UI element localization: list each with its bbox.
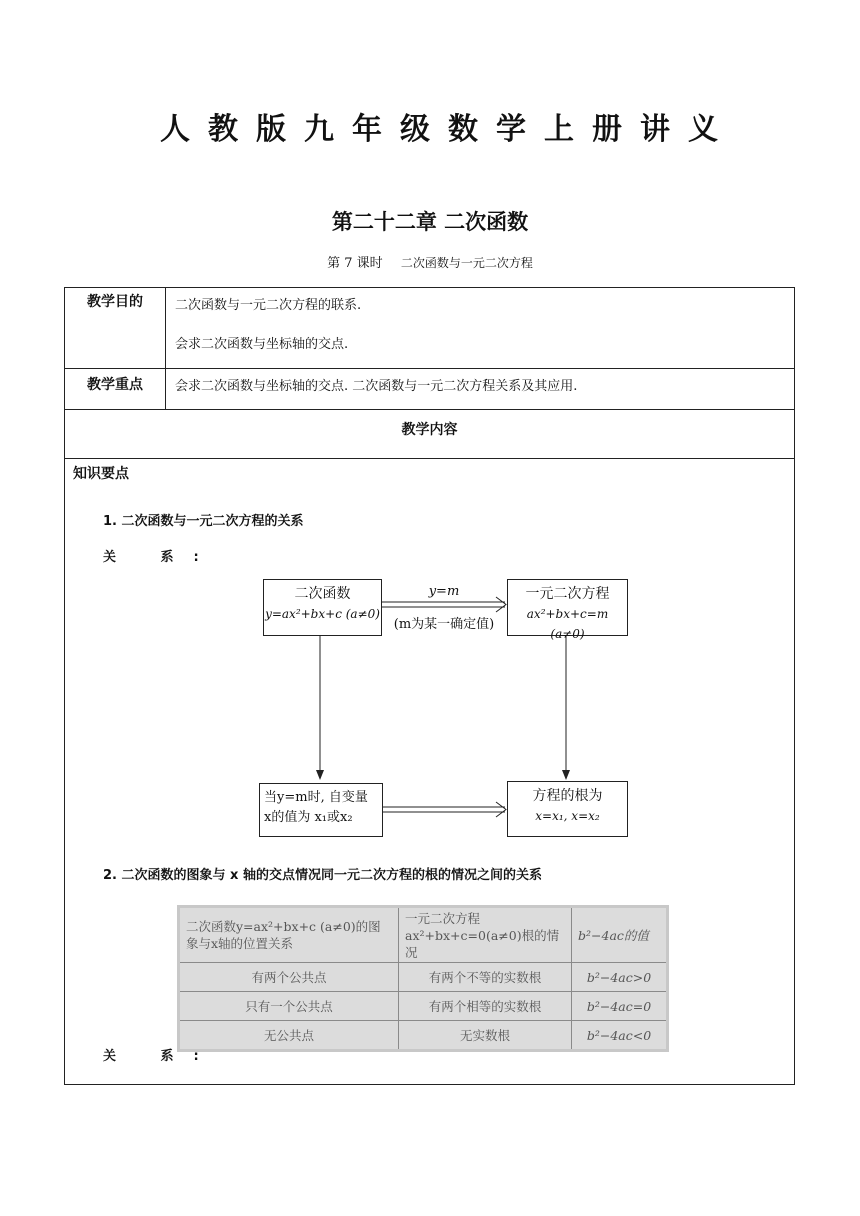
box-quadratic-equation bbox=[507, 579, 628, 641]
table-row bbox=[179, 1021, 668, 1051]
header-cell: 二次函数y=ax²+bx+c (a≠0)的图象与x轴的位置关系 bbox=[179, 907, 399, 963]
relation-table bbox=[177, 905, 669, 1052]
objective-line-2: 会求二次函数与坐标轴的交点. bbox=[175, 337, 349, 352]
relation-label: 关 系: bbox=[103, 550, 219, 565]
header-cell: 一元二次方程ax²+bx+c=0(a≠0)根的情况 bbox=[399, 907, 572, 963]
box-roots-values: x=x₁, x=x₂ bbox=[535, 809, 600, 823]
box-function-formula: y=ax²+bx+c (a≠0) bbox=[265, 607, 380, 621]
table-row bbox=[179, 992, 668, 1021]
box-variable-value bbox=[259, 783, 383, 837]
table-row bbox=[179, 963, 668, 992]
objective-line-1: 二次函数与一元二次方程的联系. bbox=[175, 298, 362, 313]
lesson-line bbox=[0, 252, 860, 271]
key-points-label: 教学重点 bbox=[87, 377, 143, 393]
box-equation-formula: ax²+bx+c=m (a≠0) bbox=[526, 607, 609, 641]
table-cell: b²−4ac<0 bbox=[572, 1021, 668, 1051]
table-cell: 只有一个公共点 bbox=[179, 992, 399, 1021]
box-value-line-2: x的值为 x₁或x₂ bbox=[264, 810, 353, 825]
box-quadratic-function bbox=[263, 579, 382, 636]
chapter-heading: 第二十二章 二次函数 bbox=[331, 210, 529, 234]
box-equation-roots bbox=[507, 781, 628, 837]
table-cell: 有两个不等的实数根 bbox=[399, 963, 572, 992]
table-cell: 有两个公共点 bbox=[179, 963, 399, 992]
box-roots-title: 方程的根为 bbox=[532, 788, 603, 804]
header-cell: b²−4ac的值 bbox=[572, 907, 668, 963]
table-cell: 无实数根 bbox=[399, 1021, 572, 1051]
key-points-text: 会求二次函数与坐标轴的交点. 二次函数与一元二次方程关系及其应用. bbox=[175, 379, 578, 394]
objectives-label: 教学目的 bbox=[87, 294, 143, 310]
table-cell: 无公共点 bbox=[179, 1021, 399, 1051]
table-cell: b²−4ac>0 bbox=[572, 963, 668, 992]
point-1-heading: 1. 二次函数与一元二次方程的关系 bbox=[103, 514, 304, 529]
arrow-bottom-label: (m为某一确定值) bbox=[393, 617, 495, 632]
lesson-number: 第 7 课时 bbox=[327, 256, 383, 271]
relation-label-2: 关 系: bbox=[103, 1049, 219, 1064]
table-cell: 有两个相等的实数根 bbox=[399, 992, 572, 1021]
table-header-row bbox=[179, 907, 668, 963]
lesson-table bbox=[64, 287, 795, 1085]
box-function-title: 二次函数 bbox=[294, 586, 351, 602]
lesson-topic: 二次函数与一元二次方程 bbox=[400, 256, 533, 270]
content-heading: 教学内容 bbox=[401, 422, 458, 438]
section-title: 知识要点 bbox=[73, 466, 129, 482]
arrow-top-label: y=m bbox=[428, 584, 460, 599]
document-title: 人教版九年级数学上册讲义 bbox=[160, 112, 736, 147]
box-value-line-1: 当y=m时, 自变量 bbox=[264, 790, 368, 805]
table-cell: b²−4ac=0 bbox=[572, 992, 668, 1021]
point-2-heading: 2. 二次函数的图象与 x 轴的交点情况同一元二次方程的根的情况之间的关系 bbox=[103, 868, 542, 883]
box-equation-title: 一元二次方程 bbox=[525, 586, 610, 602]
flowchart-arrows bbox=[65, 288, 796, 848]
